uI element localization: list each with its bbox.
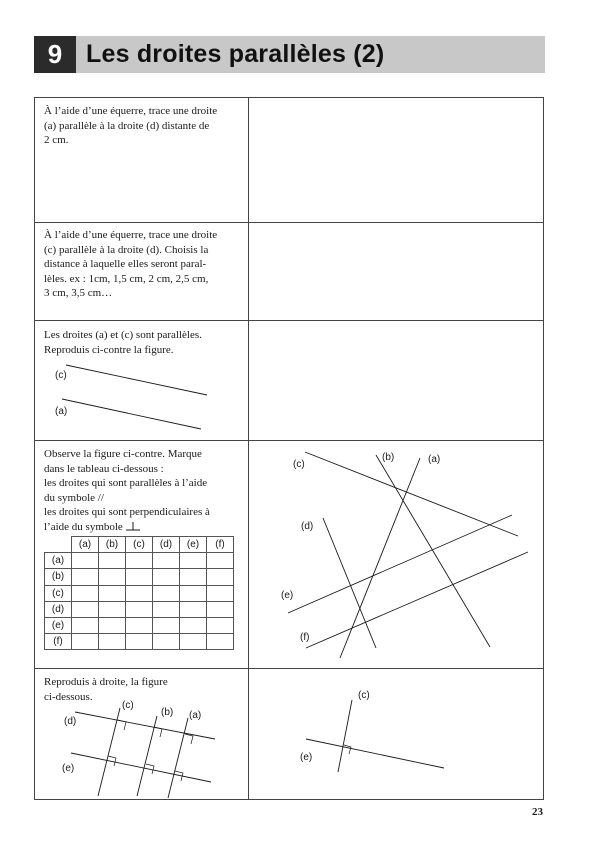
table-cell[interactable] xyxy=(180,569,207,585)
table-cell[interactable] xyxy=(207,601,234,617)
table-cell[interactable] xyxy=(207,585,234,601)
page-title: Les droites parallèles (2) xyxy=(86,40,385,68)
instruction-line: du symbole // xyxy=(44,491,104,504)
table-row xyxy=(45,569,234,585)
table-cell[interactable] xyxy=(153,617,180,633)
grid-figure xyxy=(35,668,248,801)
table-cell[interactable] xyxy=(207,553,234,569)
table-cell[interactable] xyxy=(126,634,153,650)
label-c: (c) xyxy=(358,690,370,701)
table-row xyxy=(45,553,234,569)
line-c xyxy=(305,452,518,536)
right-figure xyxy=(248,668,545,801)
column-header: (e) xyxy=(180,537,207,553)
label-e: (e) xyxy=(281,590,294,601)
label-a: (a) xyxy=(428,454,441,465)
table-cell[interactable] xyxy=(126,569,153,585)
instruction-line: À l’aide d’une équerre, trace une droite xyxy=(44,105,218,117)
table-cell[interactable] xyxy=(153,634,180,650)
instruction-line: 2 cm. xyxy=(44,134,69,146)
line-e xyxy=(71,753,211,782)
table-cell[interactable] xyxy=(72,634,99,650)
chapter-number: 9 xyxy=(34,36,76,73)
table-cell[interactable] xyxy=(180,634,207,650)
column-header: (a) xyxy=(72,537,99,553)
table-cell[interactable] xyxy=(180,553,207,569)
right-angle-mark xyxy=(154,727,162,737)
instruction-line: (a) parallèle à la droite (d) distante de xyxy=(44,119,210,132)
label-c: (c) xyxy=(122,700,134,711)
table-cell[interactable] xyxy=(180,617,207,633)
table-cell[interactable] xyxy=(126,553,153,569)
table-cell[interactable] xyxy=(99,585,126,601)
table-cell[interactable] xyxy=(72,585,99,601)
table-cell[interactable] xyxy=(180,585,207,601)
table-cell[interactable] xyxy=(99,617,126,633)
table-cell[interactable] xyxy=(126,617,153,633)
exercise-4-instructions xyxy=(44,447,244,534)
table-cell[interactable] xyxy=(99,634,126,650)
line-f xyxy=(306,552,528,648)
label-e: (e) xyxy=(62,763,75,774)
relation-table xyxy=(44,536,234,650)
table-cell[interactable] xyxy=(207,634,234,650)
label-b: (b) xyxy=(382,452,395,463)
perpendicular-symbol-icon xyxy=(125,521,141,530)
table-cell[interactable] xyxy=(72,569,99,585)
table-cell[interactable] xyxy=(153,569,180,585)
table-row xyxy=(45,601,234,617)
label-d: (d) xyxy=(301,521,314,532)
instruction-line: Les droites (a) et (c) sont parallèles. xyxy=(44,329,202,341)
instruction-line xyxy=(44,520,244,535)
instruction-line: (c) parallèle à la droite (d). Choisis la xyxy=(44,243,209,256)
page-number: 23 xyxy=(532,806,543,818)
table-row xyxy=(45,634,234,650)
label-f: (f) xyxy=(300,632,310,643)
instruction-line: dans le tableau ci-dessous : xyxy=(44,462,164,475)
line-c xyxy=(338,700,352,772)
row-header: (d) xyxy=(45,601,72,617)
instruction-line: lèles. ex : 1cm, 1,5 cm, 2 cm, 2,5 cm, xyxy=(44,272,209,285)
instruction-line: 3 cm, 3,5 cm… xyxy=(44,287,113,299)
label-c: (c) xyxy=(293,459,305,470)
table-cell[interactable] xyxy=(153,553,180,569)
table-cell[interactable] xyxy=(153,585,180,601)
line-a xyxy=(62,399,201,429)
row-header: (c) xyxy=(45,585,72,601)
label-d: (d) xyxy=(64,716,77,727)
line-a xyxy=(168,718,188,798)
chapter-header xyxy=(34,36,545,73)
line-e xyxy=(306,739,444,768)
instruction-line: ci-dessous. xyxy=(44,690,93,703)
line-c xyxy=(98,708,120,796)
table-header-row xyxy=(45,537,234,553)
instruction-line: les droites qui sont parallèles à l’aide xyxy=(44,477,208,489)
exercise-grid xyxy=(34,97,544,800)
table-cell[interactable] xyxy=(72,601,99,617)
instruction-line: Reproduis ci-contre la figure. xyxy=(44,343,174,356)
row-header: (a) xyxy=(45,553,72,569)
table-row xyxy=(45,617,234,633)
instruction-line: À l’aide d’une équerre, trace une droite xyxy=(44,229,218,241)
row-header: (f) xyxy=(45,634,72,650)
column-header: (d) xyxy=(153,537,180,553)
table-cell[interactable] xyxy=(180,601,207,617)
instruction-line: Observe la figure ci-contre. Marque xyxy=(44,448,202,460)
line-b xyxy=(376,455,490,647)
table-row xyxy=(45,585,234,601)
instruction-line: les droites qui sont perpendiculaires à xyxy=(44,506,210,518)
line-e xyxy=(288,515,512,613)
table-cell[interactable] xyxy=(99,553,126,569)
instruction-line-text: l’aide du symbole xyxy=(44,520,123,533)
table-cell[interactable] xyxy=(72,617,99,633)
row-header: (b) xyxy=(45,569,72,585)
exercise-1-instructions xyxy=(44,104,244,148)
line-d xyxy=(323,518,376,648)
row-divider xyxy=(35,222,543,223)
table-cell[interactable] xyxy=(153,601,180,617)
instruction-line: distance à laquelle elles seront paral- xyxy=(44,258,207,270)
label-a: (a) xyxy=(55,406,68,417)
instruction-line: Reproduis à droite, la figure xyxy=(44,676,168,688)
table-cell[interactable] xyxy=(207,569,234,585)
right-angle-mark xyxy=(344,745,351,754)
line-c xyxy=(66,365,207,395)
lines-figure xyxy=(248,440,545,668)
label-b: (b) xyxy=(161,707,174,718)
column-header: (f) xyxy=(207,537,234,553)
column-header: (c) xyxy=(126,537,153,553)
table-cell[interactable] xyxy=(207,617,234,633)
table-cell[interactable] xyxy=(126,601,153,617)
table-cell[interactable] xyxy=(126,585,153,601)
parallel-lines-figure xyxy=(35,320,248,440)
label-c: (c) xyxy=(55,370,67,381)
right-angle-mark xyxy=(185,734,193,744)
label-e: (e) xyxy=(300,752,313,763)
table-cell[interactable] xyxy=(72,553,99,569)
exercise-2-instructions xyxy=(44,228,244,301)
line-b xyxy=(137,716,157,796)
table-cell[interactable] xyxy=(99,601,126,617)
table-corner xyxy=(45,537,72,553)
table-cell[interactable] xyxy=(99,569,126,585)
column-header: (b) xyxy=(99,537,126,553)
label-a: (a) xyxy=(189,710,202,721)
row-header: (e) xyxy=(45,617,72,633)
